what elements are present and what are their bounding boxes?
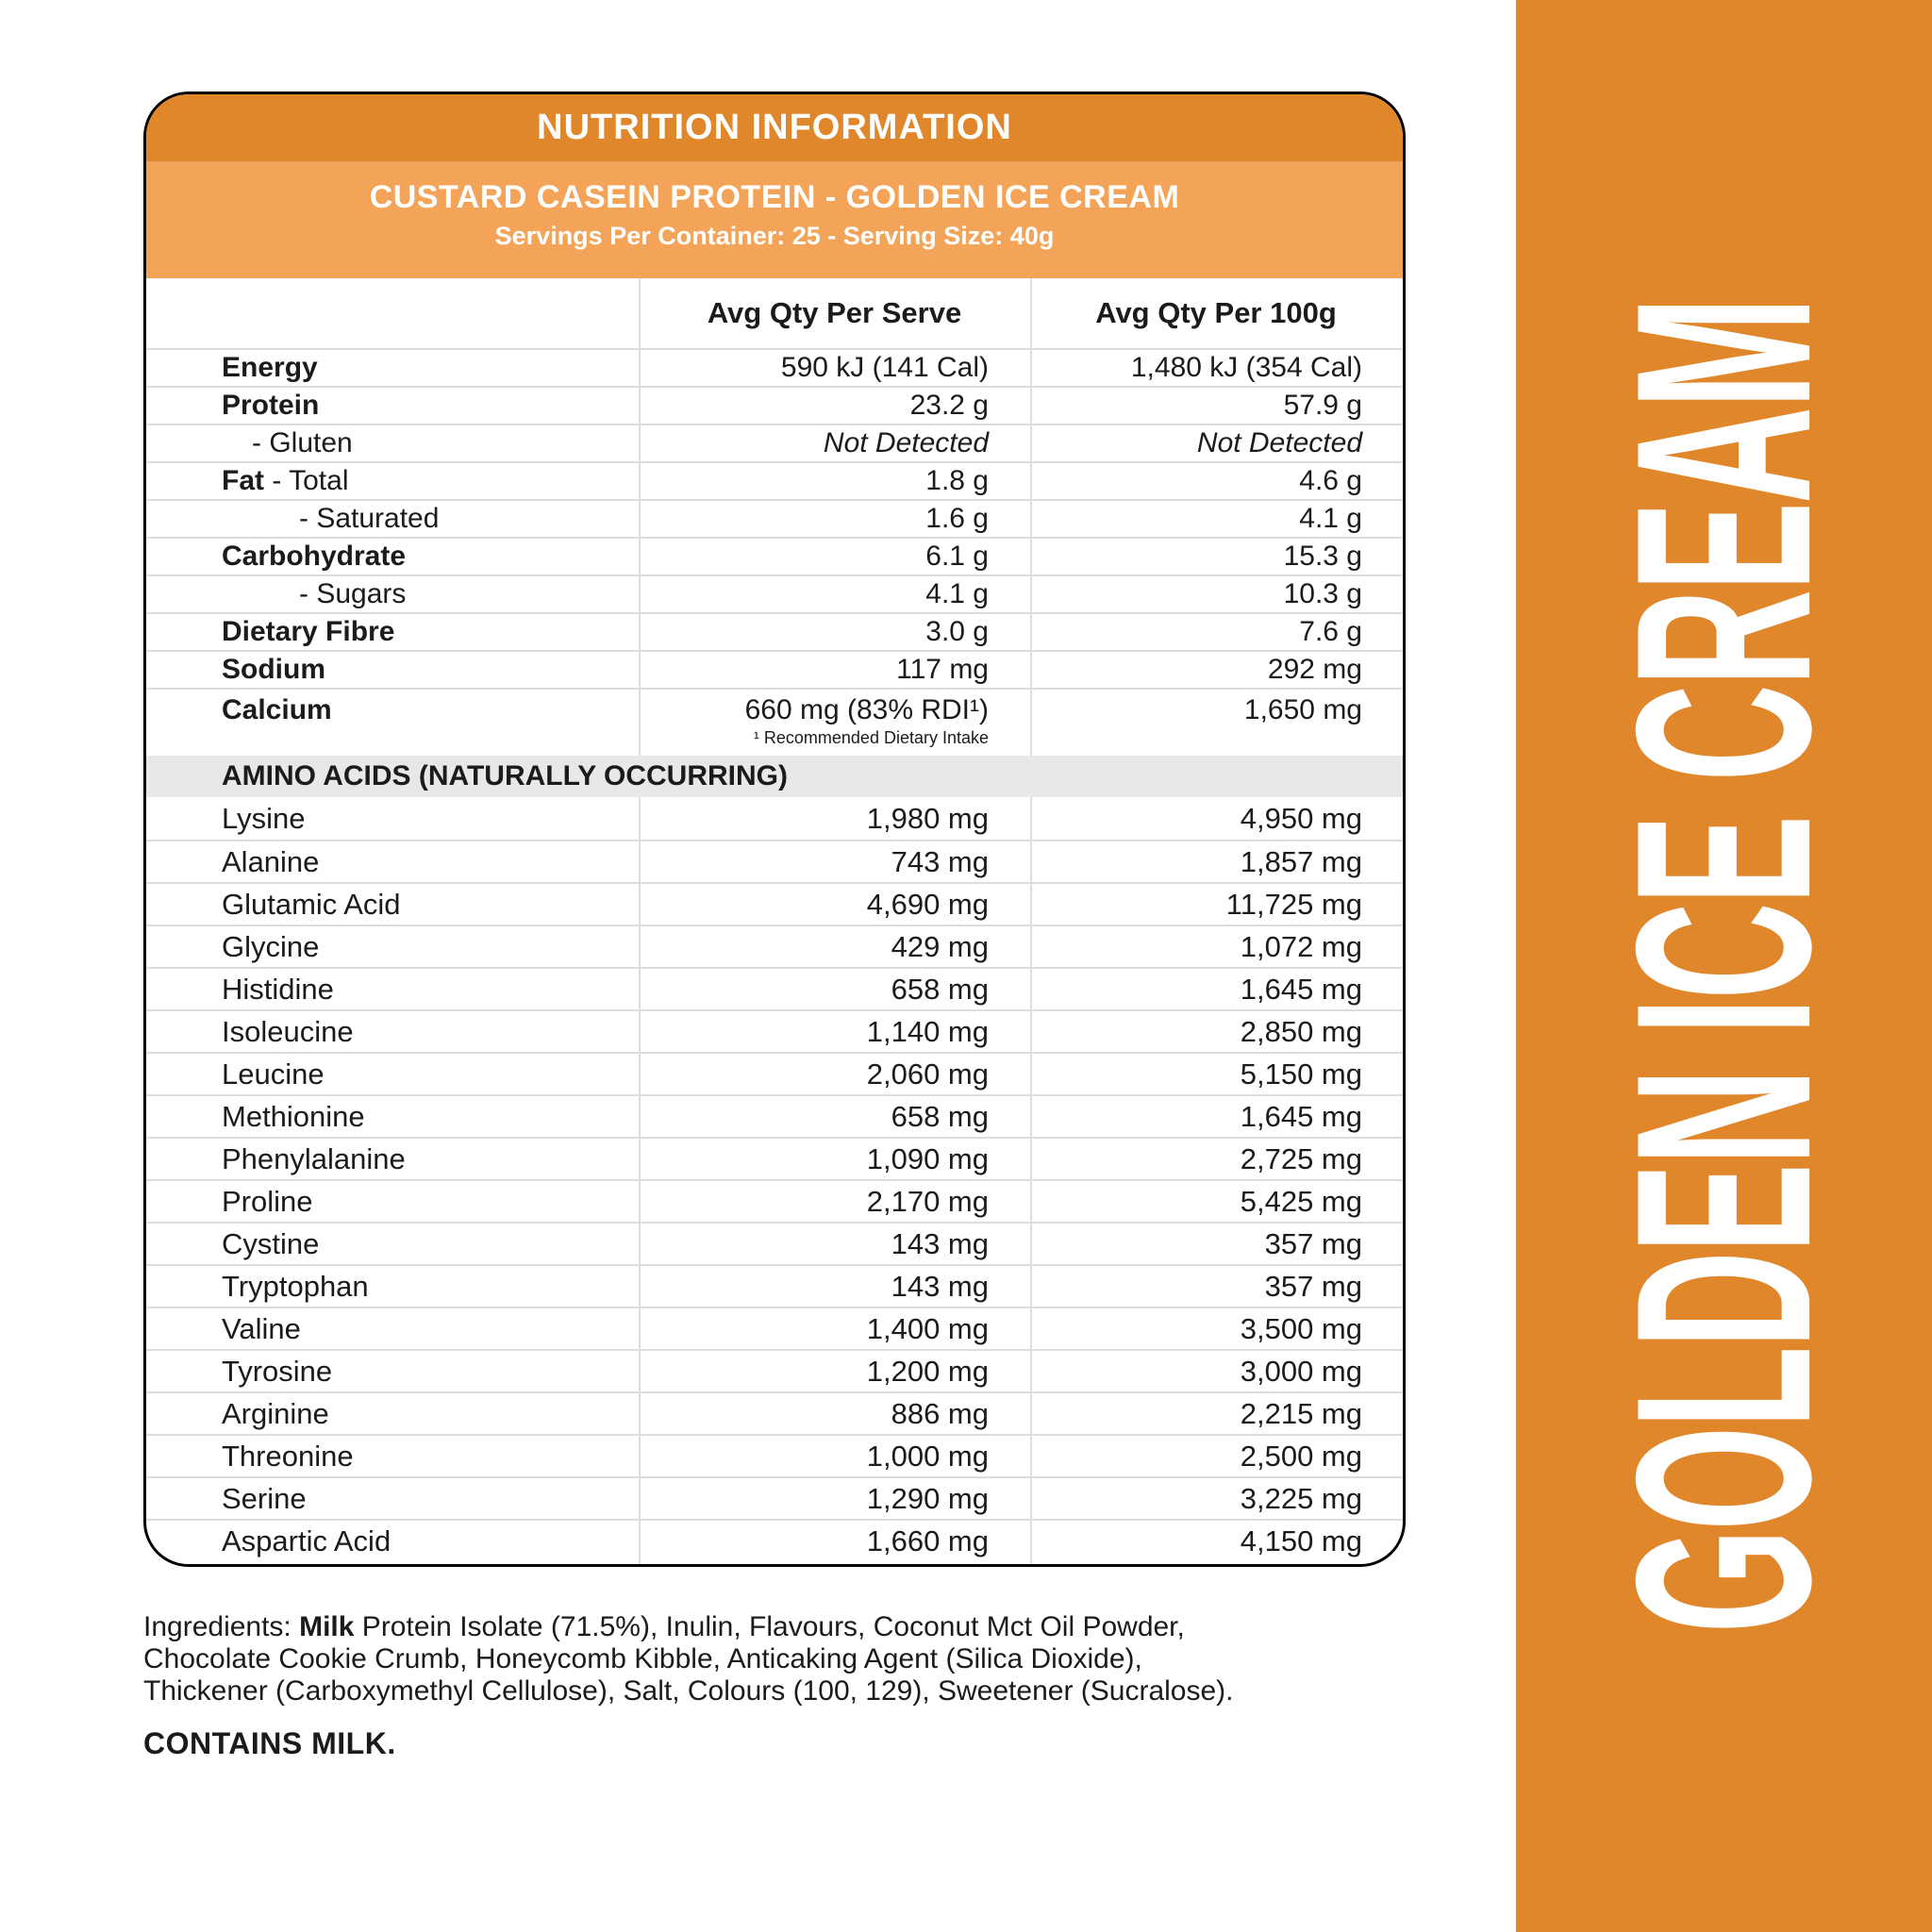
amino-acid-row xyxy=(146,1137,1403,1179)
table-row xyxy=(146,424,1403,461)
amino-value-serve: 1,400 mg xyxy=(866,1311,989,1345)
nutrient-value-serve xyxy=(639,694,1030,748)
amino-acid-label: Phenylalanine xyxy=(222,1141,406,1175)
amino-acid-row xyxy=(146,1391,1403,1434)
amino-acid-row xyxy=(146,1434,1403,1476)
amino-value-100g: 3,500 mg xyxy=(1240,1311,1362,1345)
amino-value-serve: 4,690 mg xyxy=(866,887,989,921)
nutrient-label: Carbohydrate xyxy=(222,541,407,572)
amino-value-serve: 886 mg xyxy=(891,1396,989,1430)
amino-acid-rows xyxy=(146,797,1403,1561)
amino-acid-label: Lysine xyxy=(222,801,306,835)
nutrient-value-100g: 4.1 g xyxy=(1299,503,1362,534)
amino-value-100g: 357 mg xyxy=(1264,1269,1362,1303)
amino-acid-label: Alanine xyxy=(222,844,320,878)
column-header-per-serve: Avg Qty Per Serve xyxy=(707,296,962,329)
table-row-calcium xyxy=(146,688,1403,756)
amino-acid-row xyxy=(146,840,1403,882)
product-name: CUSTARD CASEIN PROTEIN - GOLDEN ICE CREAM xyxy=(369,179,1180,215)
nutrient-rows xyxy=(146,348,1403,688)
amino-acid-row xyxy=(146,1349,1403,1391)
amino-acid-label: Methionine xyxy=(222,1099,365,1133)
nutrient-value-100g: 1,650 mg xyxy=(1243,694,1362,725)
amino-value-serve: 429 mg xyxy=(891,929,989,963)
nutrient-label: Protein xyxy=(222,390,320,421)
amino-acid-label: Histidine xyxy=(222,972,334,1006)
amino-acid-label: Tryptophan xyxy=(222,1269,369,1303)
nutrient-value-serve: Not Detected xyxy=(823,427,989,458)
nutrient-label: - Gluten xyxy=(252,427,353,458)
amino-acid-label: Threonine xyxy=(222,1439,354,1473)
amino-value-serve: 143 mg xyxy=(891,1226,989,1260)
nutrition-header-band xyxy=(146,94,1403,161)
nutrient-label: Calcium xyxy=(222,694,332,725)
nutrient-value-100g: 10.3 g xyxy=(1283,578,1362,609)
amino-acid-row xyxy=(146,1476,1403,1519)
amino-acid-row xyxy=(146,1052,1403,1094)
table-row xyxy=(146,499,1403,537)
amino-acid-label: Serine xyxy=(222,1481,307,1515)
amino-value-100g: 1,857 mg xyxy=(1240,844,1362,878)
servings-info: Servings Per Container: 25 - Serving Size: 40g xyxy=(494,222,1055,250)
table-header-row xyxy=(146,278,1403,348)
nutrient-value-100g: 292 mg xyxy=(1267,654,1362,685)
nutrient-value-100g: 7.6 g xyxy=(1299,616,1362,647)
nutrient-value-serve: 4.1 g xyxy=(925,578,989,609)
amino-acid-row xyxy=(146,882,1403,924)
amino-acid-label: Aspartic Acid xyxy=(222,1524,391,1557)
amino-acid-label: Valine xyxy=(222,1311,301,1345)
amino-value-serve: 658 mg xyxy=(891,1099,989,1133)
amino-value-serve: 1,000 mg xyxy=(866,1439,989,1473)
nutrient-value-100g: 4.6 g xyxy=(1299,465,1362,496)
amino-value-serve: 1,660 mg xyxy=(866,1524,989,1557)
contains-statement: CONTAINS MILK. xyxy=(143,1726,396,1760)
amino-acid-row xyxy=(146,797,1403,840)
allergen-bold-milk: Milk xyxy=(299,1611,355,1642)
amino-acid-row xyxy=(146,1519,1403,1561)
table-row xyxy=(146,348,1403,386)
ingredients-line-1: Ingredients: Milk Protein Isolate (71.5%), Inulin, Flavours, Coconut Mct Oil Powder, xyxy=(143,1611,1185,1642)
amino-acid-row xyxy=(146,924,1403,967)
rdi-footnote: ¹ Recommended Dietary Intake xyxy=(753,728,989,747)
amino-value-100g: 11,725 mg xyxy=(1225,887,1362,921)
calcium-serve-value: 660 mg (83% RDI¹) xyxy=(744,694,989,725)
amino-value-100g: 2,725 mg xyxy=(1240,1141,1362,1175)
amino-value-100g: 3,000 mg xyxy=(1240,1354,1362,1388)
amino-acid-row xyxy=(146,967,1403,1009)
amino-value-serve: 1,090 mg xyxy=(866,1141,989,1175)
table-row xyxy=(146,650,1403,688)
nutrient-label: - Saturated xyxy=(299,503,440,534)
table-row xyxy=(146,386,1403,424)
nutrient-value-serve: 23.2 g xyxy=(909,390,989,421)
column-divider-1 xyxy=(639,278,641,1564)
amino-acid-label: Proline xyxy=(222,1184,313,1218)
nutrient-value-100g: 1,480 kJ (354 Cal) xyxy=(1130,352,1362,383)
amino-value-serve: 1,290 mg xyxy=(866,1481,989,1515)
panel-title: NUTRITION INFORMATION xyxy=(537,108,1012,147)
nutrient-value-serve: 3.0 g xyxy=(925,616,989,647)
flavour-vertical-text: GOLDEN ICE CREAM xyxy=(1584,298,1863,1634)
amino-acids-section-header: AMINO ACIDS (NATURALLY OCCURRING) xyxy=(146,756,1403,797)
table-row xyxy=(146,575,1403,612)
amino-acid-label: Glutamic Acid xyxy=(222,887,401,921)
amino-value-100g: 1,645 mg xyxy=(1240,972,1362,1006)
nutrient-label: Dietary Fibre xyxy=(222,616,395,647)
nutrition-panel xyxy=(143,92,1406,1567)
ingredients-line-2: Chocolate Cookie Crumb, Honeycomb Kibble, Anticaking Agent (Silica Dioxide), xyxy=(143,1643,1142,1674)
amino-acid-label: Glycine xyxy=(222,929,320,963)
amino-value-100g: 4,150 mg xyxy=(1240,1524,1362,1557)
amino-value-100g: 5,425 mg xyxy=(1240,1184,1362,1218)
nutrient-value-serve: 590 kJ (141 Cal) xyxy=(780,352,989,383)
nutrient-label: - Sugars xyxy=(299,578,407,609)
table-row xyxy=(146,461,1403,499)
nutrient-label: Fat - Total xyxy=(222,465,349,496)
nutrient-value-100g: 57.9 g xyxy=(1283,390,1362,421)
column-divider-2 xyxy=(1030,278,1032,1564)
amino-value-100g: 357 mg xyxy=(1264,1226,1362,1260)
ingredients-paragraph xyxy=(143,1611,1233,1707)
amino-acid-label: Tyrosine xyxy=(222,1354,333,1388)
amino-value-100g: 2,850 mg xyxy=(1240,1014,1362,1048)
column-header-per-100g: Avg Qty Per 100g xyxy=(1095,296,1337,329)
amino-value-serve: 1,980 mg xyxy=(866,801,989,835)
amino-value-serve: 1,140 mg xyxy=(866,1014,989,1048)
amino-acid-label: Leucine xyxy=(222,1057,325,1091)
nutrient-value-100g: 15.3 g xyxy=(1283,541,1362,572)
amino-acid-label: Arginine xyxy=(222,1396,329,1430)
amino-acid-row xyxy=(146,1179,1403,1222)
amino-value-serve: 743 mg xyxy=(891,844,989,878)
amino-value-serve: 143 mg xyxy=(891,1269,989,1303)
amino-acid-label: Cystine xyxy=(222,1226,320,1260)
amino-value-serve: 2,060 mg xyxy=(866,1057,989,1091)
amino-value-serve: 1,200 mg xyxy=(866,1354,989,1388)
amino-acid-row xyxy=(146,1307,1403,1349)
nutrient-value-serve: 6.1 g xyxy=(925,541,989,572)
nutrient-label: Energy xyxy=(222,352,318,383)
product-header-band xyxy=(146,161,1403,278)
amino-acid-row xyxy=(146,1264,1403,1307)
amino-acid-row xyxy=(146,1222,1403,1264)
amino-value-100g: 2,500 mg xyxy=(1240,1439,1362,1473)
amino-value-100g: 4,950 mg xyxy=(1240,801,1362,835)
amino-acid-row xyxy=(146,1009,1403,1052)
flavour-sidebar xyxy=(1516,0,1932,1932)
nutrient-value-serve: 117 mg xyxy=(896,654,989,685)
amino-value-100g: 1,645 mg xyxy=(1240,1099,1362,1133)
amino-value-serve: 658 mg xyxy=(891,972,989,1006)
amino-value-serve: 2,170 mg xyxy=(866,1184,989,1218)
amino-value-100g: 5,150 mg xyxy=(1240,1057,1362,1091)
ingredients-line-3: Thickener (Carboxymethyl Cellulose), Salt, Colours (100, 129), Sweetener (Sucralose). xyxy=(143,1675,1234,1707)
nutrient-value-serve: 1.6 g xyxy=(925,503,989,534)
amino-value-100g: 1,072 mg xyxy=(1240,929,1362,963)
table-row xyxy=(146,612,1403,650)
nutrient-value-100g: Not Detected xyxy=(1196,427,1362,458)
amino-acid-label: Isoleucine xyxy=(222,1014,354,1048)
nutrient-value-serve: 1.8 g xyxy=(925,465,989,496)
nutrient-label: Sodium xyxy=(222,654,325,685)
table-row xyxy=(146,537,1403,575)
amino-acid-row xyxy=(146,1094,1403,1137)
amino-value-100g: 3,225 mg xyxy=(1240,1481,1362,1515)
amino-value-100g: 2,215 mg xyxy=(1240,1396,1362,1430)
nutrition-table xyxy=(146,278,1403,1564)
